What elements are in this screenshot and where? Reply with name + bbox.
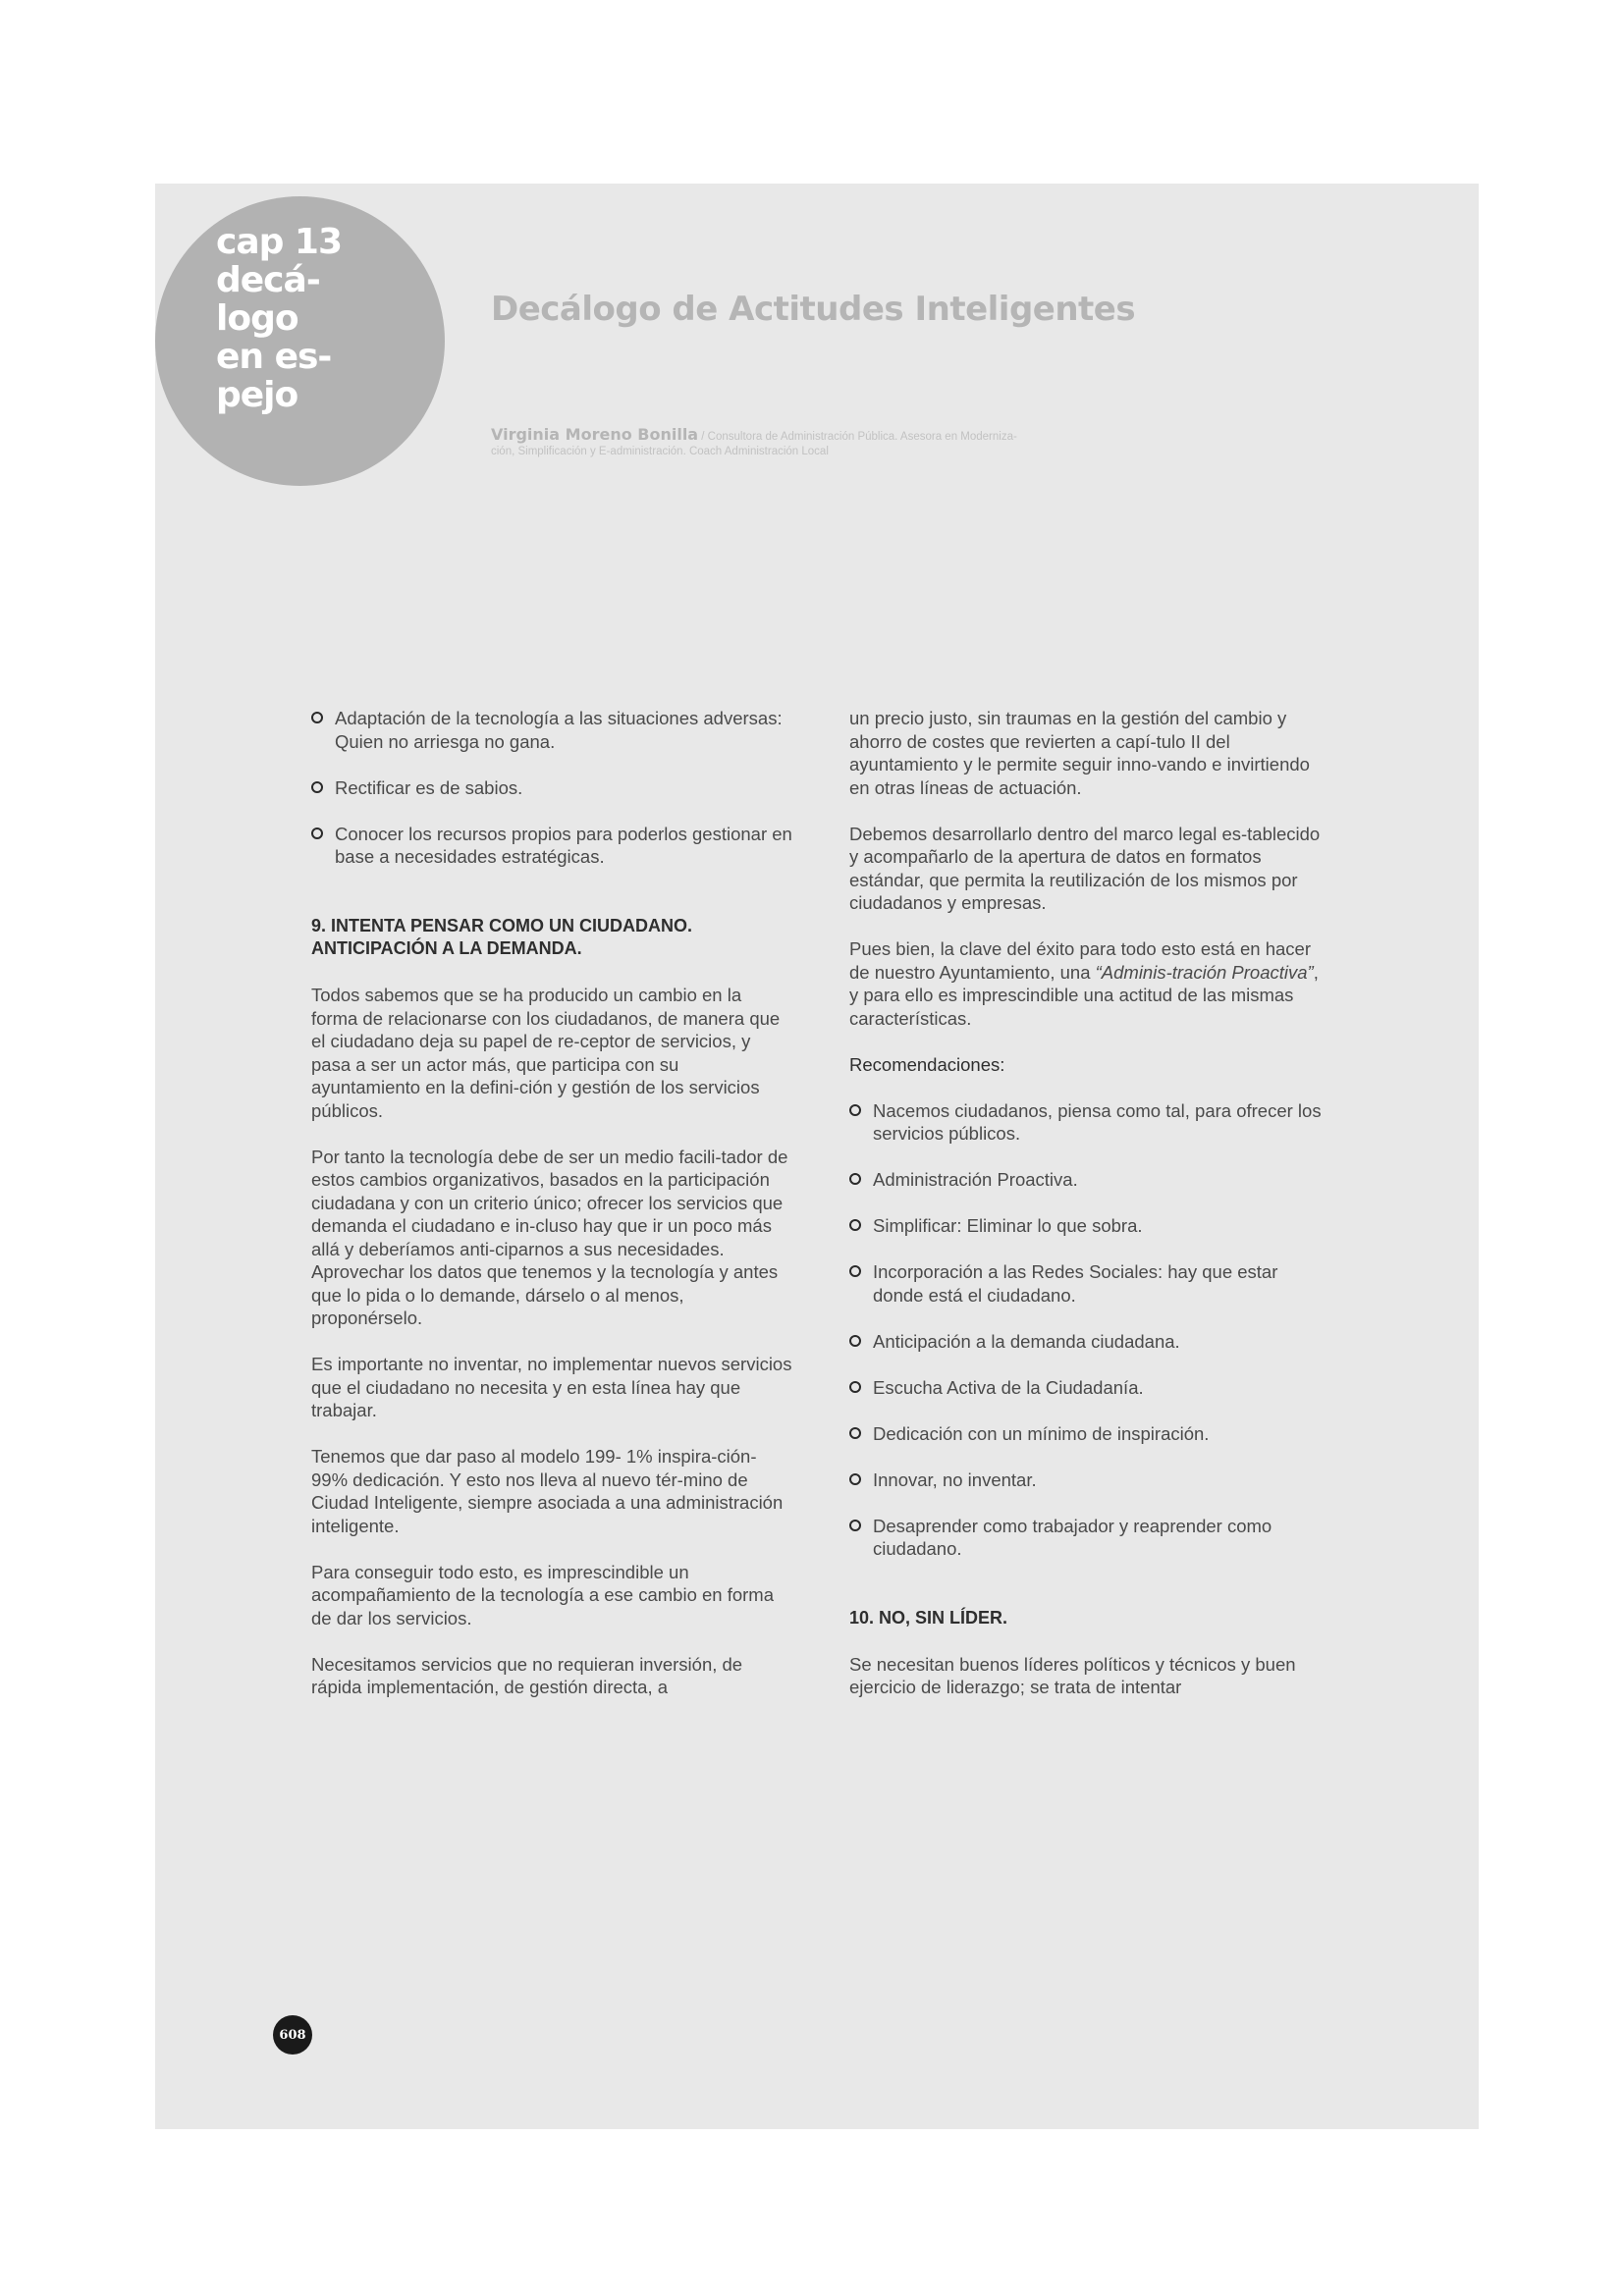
list-item: [849, 1422, 1330, 1446]
bullet-icon: [311, 781, 323, 793]
bullet-icon: [849, 1335, 861, 1347]
bullet-icon: [849, 1219, 861, 1231]
list-item-text: Desaprender como trabajador y reaprender como ciudadano.: [873, 1515, 1272, 1559]
bullet-icon: [311, 828, 323, 839]
list-item: [849, 1376, 1330, 1400]
bullet-icon: [849, 1104, 861, 1116]
paragraph: Debemos desarrollarlo dentro del marco legal es-tablecido y acompañarlo de la apertura de datos en formatos estándar, que permita la reutilización de los mismos por ciudadanos y empresas.: [849, 823, 1321, 913]
list-item-text: Simplificar: Eliminar lo que sobra.: [873, 1215, 1143, 1236]
list-item-text: Administración Proactiva.: [873, 1169, 1078, 1190]
list-item: [849, 1214, 1330, 1238]
paragraph: Para conseguir todo esto, es imprescindible un acompañamiento de la tecnología a ese cambio en forma de dar los servicios.: [311, 1561, 775, 1629]
list-item: [311, 776, 792, 800]
author-role: / Consultora de Administración Pública. Asesora en Moderniza- ción, Simplificación y E-administración. Coach Administración Local: [491, 431, 1017, 457]
bullet-icon: [849, 1265, 861, 1277]
page-title: Decálogo de Actitudes Inteligentes: [491, 290, 1136, 329]
bullet-icon: [849, 1381, 861, 1393]
bullet-icon: [849, 1427, 861, 1439]
list-item: [849, 1515, 1330, 1561]
paragraph: Necesitamos servicios que no requieran inversión, de rápida implementación, de gestión directa, a: [311, 1653, 743, 1697]
list-item-text: Escucha Activa de la Ciudadanía.: [873, 1376, 1144, 1398]
left-column: [311, 707, 792, 1722]
bullet-icon: [849, 1173, 861, 1185]
paragraph: un precio justo, sin traumas en la gestión del cambio y ahorro de costes que revierten a capí-tulo II del ayuntamiento y le permite seguir inno-vando e invirtiendo en otras líneas de actuación.: [849, 708, 1310, 798]
recommendations-label: Recomendaciones:: [849, 1053, 1005, 1075]
bullet-icon: [849, 1520, 861, 1531]
paragraph: Todos sabemos que se ha producido un cambio en la forma de relacionarse con los ciudadanos, de manera que el ciudadano deja su papel de re-ceptor de servicios, y pasa a ser un actor más, que participa con su ayuntamiento en la defini-ción y gestión de los servicios públicos.: [311, 985, 781, 1121]
list-item: [311, 823, 792, 869]
list-item-text: Incorporación a las Redes Sociales: hay que estar donde está el ciudadano.: [873, 1261, 1278, 1306]
page-number: 608: [273, 2015, 312, 2055]
chapter-line: en es-: [216, 337, 332, 377]
chapter-line: logo: [216, 298, 298, 339]
heading-line: 9. INTENTA PENSAR COMO UN CIUDADANO.: [311, 915, 693, 935]
paragraph-text: Pues bien, la clave del éxito para todo esto está en hacer de nuestro Ayuntamiento, una: [849, 938, 1311, 983]
paragraph: Tenemos que dar paso al modelo 199- 1% inspira-ción-99% dedicación. Y esto nos lleva al nuevo tér-mino de Ciudad Inteligente, siempre asociada a una administración inteligente.: [311, 1446, 784, 1536]
chapter-line: cap 13: [216, 222, 343, 262]
heading-line: ANTICIPACIÓN A LA DEMANDA.: [311, 938, 582, 958]
list-item: [849, 1330, 1330, 1354]
section-heading-10: 10. NO, SIN LÍDER.: [849, 1607, 1008, 1628]
paragraph: Por tanto la tecnología debe de ser un medio facili-tador de estos cambios organizativos, basados en la participación ciudadana y con un criterio único; ofrecer los servicios que demanda el ciudadano e in-cluso hay que ir un poco más allá y deberíamos anti-ciparnos a sus necesidades. Aprovechar los datos que tenemos y la tecnología y antes que lo pida o lo demande, dárselo o al menos, proponérselo.: [311, 1146, 788, 1328]
author-name: Virginia Moreno Bonilla: [491, 425, 699, 444]
list-item-text: Nacemos ciudadanos, piensa como tal, para ofrecer los servicios públicos.: [873, 1099, 1322, 1144]
list-item: [849, 1260, 1330, 1307]
chapter-line: decá-: [216, 260, 320, 300]
paragraph-italic: “Adminis-tración Proactiva”: [1095, 961, 1314, 983]
paragraph: [849, 937, 1330, 1030]
list-item-text: Conocer los recursos propios para poderlos gestionar en base a necesidades estratégicas.: [335, 823, 792, 867]
list-item-text: Adaptación de la tecnología a las situaciones adversas: Quien no arriesga no gana.: [335, 708, 783, 752]
bullet-icon: [311, 712, 323, 723]
list-item-text: Innovar, no inventar.: [873, 1468, 1037, 1490]
list-item-text: Rectificar es de sabios.: [335, 776, 523, 798]
chapter-line: pejo: [216, 375, 298, 415]
paragraph: Se necesitan buenos líderes políticos y técnicos y buen ejercicio de liderazgo; se trata de intentar: [849, 1653, 1296, 1697]
list-item: [849, 1168, 1330, 1192]
chapter-label: [216, 223, 412, 414]
paragraph: Es importante no inventar, no implementar nuevos servicios que el ciudadano no necesita y en esta línea hay que trabajar.: [311, 1354, 792, 1420]
bullet-icon: [849, 1473, 861, 1485]
paragraph-text: , y para ello es imprescindible una actitud de las mismas características.: [849, 961, 1319, 1029]
list-item: [311, 707, 792, 753]
right-column: [849, 707, 1330, 1722]
list-item-text: Dedicación con un mínimo de inspiración.: [873, 1422, 1210, 1444]
section-heading-9: [311, 915, 792, 961]
author-credit: [491, 427, 1198, 459]
list-item-text: Anticipación a la demanda ciudadana.: [873, 1330, 1180, 1352]
list-item: [849, 1099, 1330, 1146]
list-item: [849, 1468, 1330, 1492]
